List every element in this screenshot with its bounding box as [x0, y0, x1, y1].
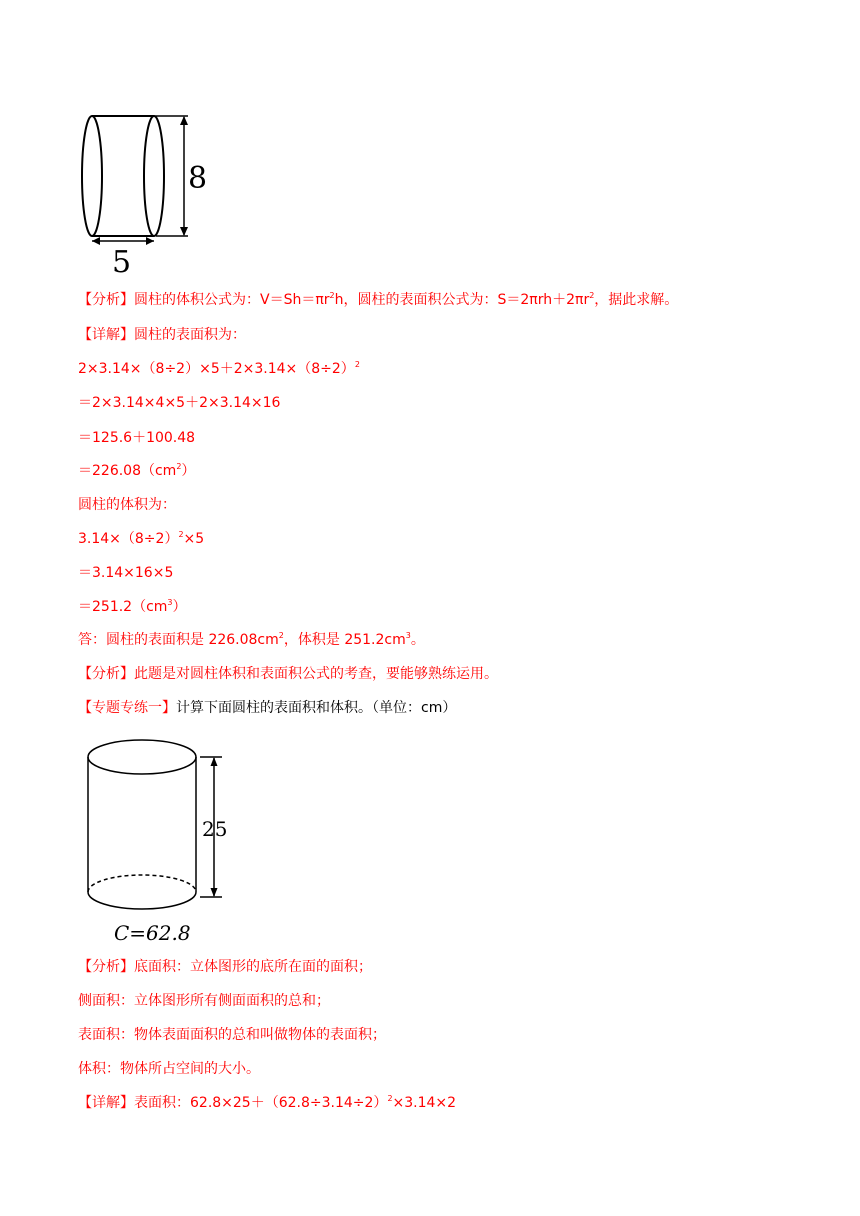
cylinder-right-face: [144, 116, 164, 236]
height-label: 8: [188, 161, 208, 196]
lateral-area-line: 侧面积：立体图形所有侧面面积的总和；: [78, 993, 330, 1009]
surface-step-1: $2\times 3.14\times(8\div 2)\times 5+2\times 3.14\times(8\div 2)^2$: [78, 360, 360, 377]
analysis-tag: 【分析】: [78, 292, 134, 308]
surface-step-3: ＝125.6＋100.48: [78, 430, 196, 446]
cylinder-left-face: [82, 116, 102, 236]
cylinder-bottom-front: [88, 892, 196, 909]
exercise-question: 计算下面圆柱的表面积和体积。（单位：cm）: [176, 700, 457, 716]
cylinder-figure-2: [80, 734, 260, 946]
exercise-line: [78, 699, 456, 717]
width-label: 5: [112, 245, 132, 278]
answer-line: 答：圆柱的表面积是 $226.08cm^2$，体积是 $251.2cm^3$。: [78, 631, 425, 648]
detail-2-tag: 【详解】: [78, 1095, 134, 1111]
volume-heading: 圆柱的体积为：: [78, 497, 176, 513]
volume-step-2: ＝3.14×16×5: [78, 565, 174, 581]
detail-2-line: 【详解】表面积：$62.8\times 25+(62.8\div 3.14\div 2)^2\times 3.14\times 2$: [78, 1094, 457, 1111]
surface-step-2: ＝2×3.14×4×5＋2×3.14×16: [78, 395, 281, 411]
cylinder-bottom-back: [88, 875, 196, 892]
detail-tag: 【详解】: [78, 327, 134, 343]
analysis-line: 【分析】圆柱的体积公式为：$V=Sh=\pi r^2h$，圆柱的表面积公式为：$S=2\pi rh+2\pi r^2$，据此求解。: [78, 291, 679, 308]
surface-step-4: $=226.08(cm^2)$: [78, 462, 196, 479]
volume-step-3: $=251.2(cm^3)$: [78, 598, 187, 615]
analysis-3-tag: 【分析】: [78, 959, 134, 975]
cylinder-top-face: [88, 740, 196, 774]
analysis-2-tag: 【分析】: [78, 666, 134, 682]
detail-line: 【详解】圆柱的表面积为：: [78, 327, 246, 343]
analysis-2-line: 【分析】此题是对圆柱体积和表面积公式的考查，要能够熟练运用。: [78, 666, 498, 682]
height-label-2: 25: [202, 817, 228, 841]
surface-area-line: 表面积：物体表面面积的总和叫做物体的表面积；: [78, 1027, 386, 1043]
cylinder-figure-1: [76, 108, 216, 278]
volume-def-line: 体积：物体所占空间的大小。: [78, 1061, 260, 1077]
analysis-3-line: 【分析】底面积：立体图形的底所在面的面积；: [78, 959, 372, 975]
circumference-label: C=62.8: [114, 921, 191, 945]
exercise-tag: 【专题专练一】: [78, 700, 176, 716]
volume-step-1: $3.14\times(8\div 2)^2\times 5$: [78, 530, 205, 547]
